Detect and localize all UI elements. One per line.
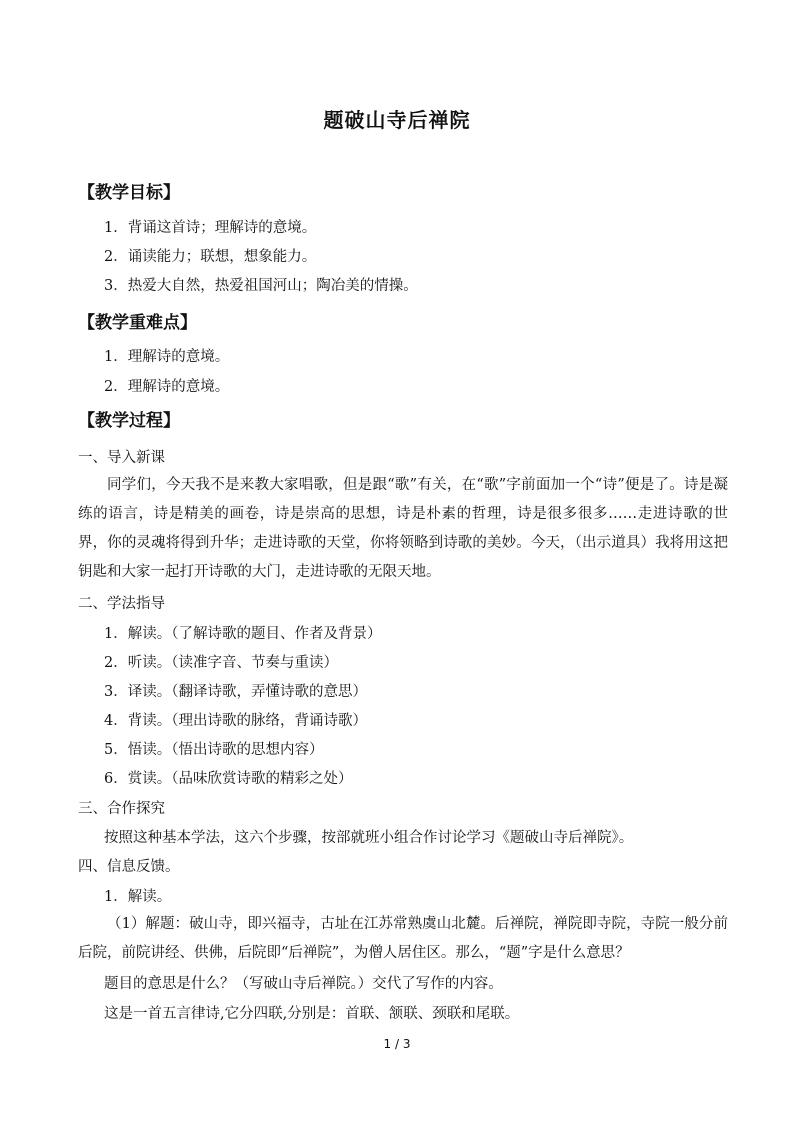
goal-item-3: 3．热爱大自然，热爱祖国河山；陶冶美的情操。	[104, 278, 418, 294]
method-item-4: 4．背读。（理出诗歌的脉络，背诵诗歌）	[104, 713, 367, 729]
section-intro-title: 一、导入新课	[78, 450, 165, 466]
goal-item-2: 2．诵读能力；联想，想象能力。	[104, 249, 317, 265]
feedback-line-3: 这是一首五言律诗,它分四联,分别是：首联、颔联、颈联和尾联。	[104, 1006, 520, 1022]
method-item-1: 1．解读。（了解诗歌的题目、作者及背景）	[104, 626, 382, 642]
goal-item-1: 1．背诵这首诗；理解诗的意境。	[104, 220, 317, 236]
heading-teaching-goals: 【教学目标】	[78, 183, 180, 203]
key-point-item-2: 2．理解诗的意境。	[104, 379, 230, 395]
method-item-3: 3．译读。（翻译诗歌，弄懂诗歌的意思）	[104, 684, 367, 700]
page-indicator: 1 / 3	[383, 1037, 411, 1051]
section-cooperation-title: 三、合作探究	[78, 801, 165, 817]
document-title: 题破山寺后禅院	[323, 108, 471, 132]
method-item-5: 5．悟读。（悟出诗歌的思想内容）	[104, 742, 324, 758]
feedback-line-2: 题目的意思是什么？（写破山寺后禅院。）交代了写作的内容。	[104, 976, 503, 992]
intro-paragraph: 同学们，今天我不是来教大家唱歌，但是跟“歌”有关，在“歌”字前面加一个“诗”便是了。诗是凝练的语言，诗是精美的画卷，诗是崇高的思想，诗是朴素的哲理，诗是很多很多……走进诗歌的世界，你的灵魂将得到升华；走进诗歌的天堂，你将领略到诗歌的美妙。今天，（出示道具）我将用这把钥匙和大家一起打开诗歌的大门，走进诗歌的无限天地。	[78, 477, 728, 580]
heading-teaching-process: 【教学过程】	[78, 411, 180, 431]
method-item-6: 6．赏读。（品味欣赏诗歌的精彩之处）	[104, 771, 353, 787]
cooperation-line: 按照这种基本学法，这六个步骤，按部就班小组合作讨论学习《题破山寺后禅院》。	[104, 830, 634, 846]
key-point-item-1: 1．理解诗的意境。	[104, 349, 230, 365]
method-item-2: 2．听读。（读准字音、节奏与重读）	[104, 655, 338, 671]
feedback-paragraph: （1）解题：破山寺，即兴福寺，古址在江苏常熟虞山北麓。后禅院，禅院即寺院，寺院一般分前后院，前院讲经、供佛，后院即“后禅院”，为僧人居住区。那么，“题”字是什么意思？	[78, 916, 728, 961]
feedback-sub-1: 1．解读。	[104, 889, 172, 905]
heading-key-points: 【教学重难点】	[78, 313, 197, 333]
section-method-title: 二、学法指导	[78, 596, 165, 612]
section-feedback-title: 四、信息反馈。	[78, 859, 180, 875]
